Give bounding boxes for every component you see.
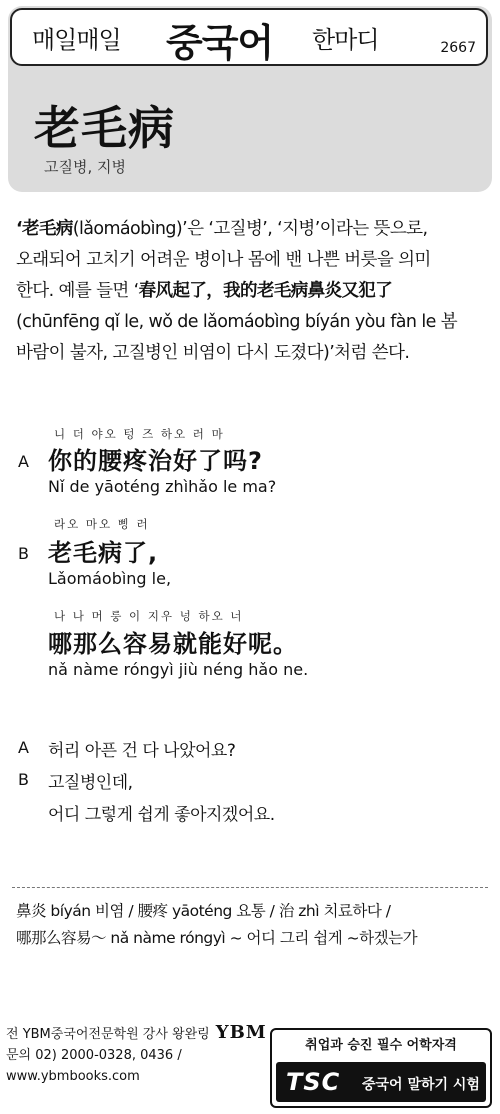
pinyin: Lǎomáobìng le, bbox=[48, 569, 172, 588]
chinese-sentence: 哪那么容易就能好呢。 bbox=[48, 630, 298, 658]
website[interactable]: www.ybmbooks.com bbox=[6, 1069, 140, 1084]
chinese-sentence: 你的腰疼治好了吗? bbox=[48, 447, 263, 475]
explanation-text: (lǎomáobìng)’은 ‘고질병’, ‘지병’이라는 뜻으로, bbox=[72, 219, 428, 239]
vocabulary-line: 鼻炎 bíyán 비염 / 腰疼 yāoténg 요통 / 治 zhì 치료하다 / bbox=[16, 902, 391, 920]
author-line bbox=[6, 1022, 267, 1045]
divider bbox=[12, 887, 488, 888]
ad-subtitle: 중국어 말하기 시험 bbox=[362, 1077, 480, 1093]
korean-translation: 고질병인데, bbox=[48, 773, 133, 793]
tsc-advertisement bbox=[270, 1028, 492, 1108]
issue-number: 2667 bbox=[440, 40, 476, 56]
explanation-line: (chūnfēng qǐ le, wǒ de lǎomáobìng bíyán yòu fàn le 봄 bbox=[16, 312, 458, 332]
chinese-sentence: 老毛病了, bbox=[48, 539, 159, 567]
headword-meaning: 고질병, 지병 bbox=[44, 158, 126, 176]
tsc-logo: TSC bbox=[286, 1068, 341, 1096]
vocabulary bbox=[16, 898, 492, 952]
speaker-label: A bbox=[18, 738, 29, 757]
pronunciation-guide: 라오 마오 삥 러 bbox=[54, 517, 150, 531]
explanation-term: ‘老毛病 bbox=[16, 219, 73, 239]
series-title-main: 중국어 bbox=[166, 21, 274, 65]
pronunciation-guide: 니 더 야오 텅 즈 하오 러 마 bbox=[54, 427, 225, 441]
series-title-right: 한마디 bbox=[312, 26, 379, 54]
speaker-label: A bbox=[18, 452, 29, 471]
korean-translation: 어디 그렇게 쉽게 좋아지겠어요. bbox=[48, 805, 275, 825]
series-title-box bbox=[10, 8, 488, 66]
explanation-line: 바람이 불자, 고질병인 비염이 다시 도졌다)’처럼 쓴다. bbox=[16, 343, 410, 363]
explanation-line bbox=[16, 214, 488, 245]
ybm-logo: YBM bbox=[215, 1022, 267, 1043]
vocabulary-line: 哪那么容易～ nǎ nàme róngyì ~ 어디 그리 쉽게 ~하겠는가 bbox=[16, 929, 418, 947]
explanation bbox=[16, 214, 488, 369]
speaker-label: B bbox=[18, 544, 29, 563]
pinyin: nǎ nàme róngyì jiù néng hǎo ne. bbox=[48, 660, 309, 679]
korean-translation: 허리 아픈 건 다 나았어요? bbox=[48, 741, 236, 761]
explanation-text: 한다. 예를 들면 ‘ bbox=[16, 281, 139, 301]
example-sentence: 春风起了，我的老毛病鼻炎又犯了 bbox=[138, 281, 393, 301]
ad-banner bbox=[276, 1062, 486, 1102]
pinyin: Nǐ de yāoténg zhìhǎo le ma? bbox=[48, 477, 277, 496]
headword: 老毛病 bbox=[34, 101, 175, 155]
explanation-line bbox=[16, 276, 488, 307]
speaker-label: B bbox=[18, 770, 29, 789]
explanation-line: 오래되어 고치기 어려운 병이나 몸에 밴 나쁜 버릇을 의미 bbox=[16, 250, 431, 270]
author-name: 전 YBM중국어전문학원 강사 왕완링 bbox=[6, 1027, 210, 1042]
ad-tagline: 취업과 승진 필수 어학자격 bbox=[305, 1038, 457, 1053]
pronunciation-guide: 나 나 머 룽 이 지우 넝 하오 너 bbox=[54, 609, 244, 623]
contact-phone: 문의 02) 2000-0328, 0436 / bbox=[6, 1048, 182, 1063]
header-panel bbox=[8, 6, 492, 192]
author-info bbox=[6, 1022, 267, 1087]
series-title-left: 매일매일 bbox=[32, 26, 121, 54]
